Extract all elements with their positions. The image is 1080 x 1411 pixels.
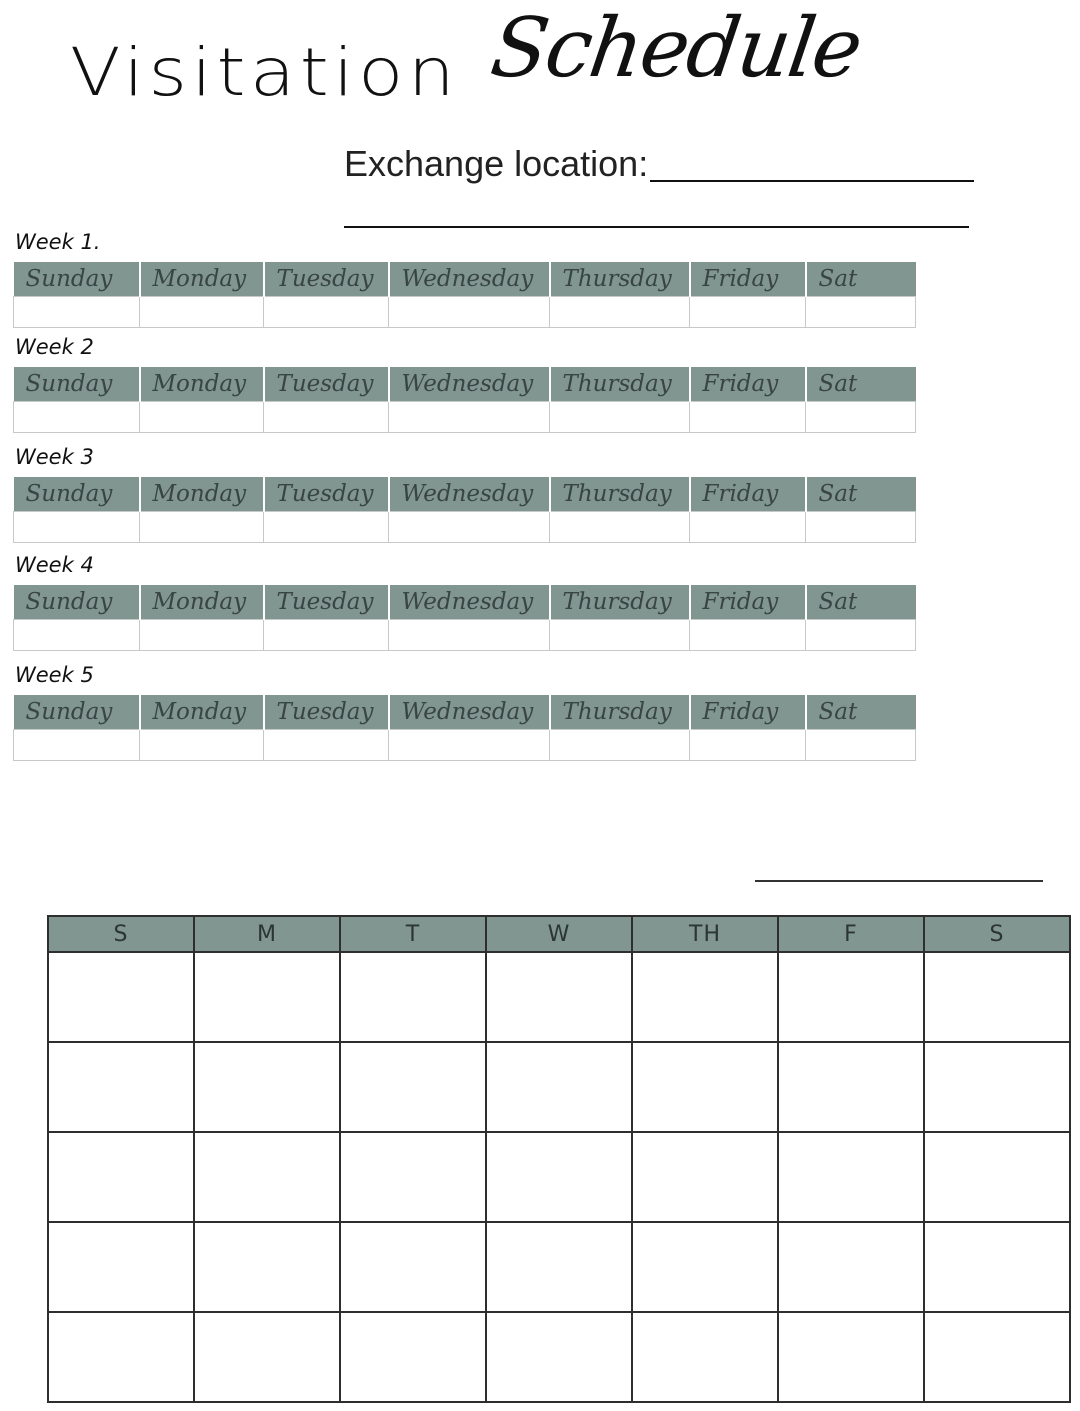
week-label: Week 3 xyxy=(15,445,94,469)
exchange-location-label: Exchange location: xyxy=(344,143,649,184)
month-calendar-grid xyxy=(47,915,1071,1403)
day-cell[interactable] xyxy=(806,297,916,328)
day-cell[interactable] xyxy=(14,512,140,543)
day-header: Wednesday xyxy=(389,585,550,620)
page-title-script: Schedule xyxy=(485,1,867,96)
calendar-day-header: F xyxy=(778,916,924,952)
calendar-cell[interactable] xyxy=(778,952,924,1042)
day-header: Tuesday xyxy=(264,477,389,512)
page-title: Visitation xyxy=(70,34,460,111)
calendar-cell[interactable] xyxy=(486,1132,632,1222)
calendar-cell[interactable] xyxy=(48,1222,194,1312)
day-cell[interactable] xyxy=(264,297,389,328)
calendar-cell[interactable] xyxy=(632,952,778,1042)
day-cell[interactable] xyxy=(14,730,140,761)
day-cell[interactable] xyxy=(806,620,916,651)
calendar-day-header: W xyxy=(486,916,632,952)
day-cell[interactable] xyxy=(690,297,806,328)
day-header: Sunday xyxy=(14,477,140,512)
exchange-location-blank xyxy=(650,176,974,182)
day-cell[interactable] xyxy=(264,620,389,651)
day-header: Sunday xyxy=(14,367,140,402)
day-header: Sat xyxy=(806,477,916,512)
day-header: Tuesday xyxy=(264,695,389,730)
day-header: Monday xyxy=(140,585,264,620)
day-header: Friday xyxy=(690,695,806,730)
week-label: Week 5 xyxy=(15,663,94,687)
calendar-cell[interactable] xyxy=(924,1222,1070,1312)
day-header: Thursday xyxy=(550,367,690,402)
day-header: Tuesday xyxy=(264,262,389,297)
calendar-day-header: TH xyxy=(632,916,778,952)
exchange-location-field xyxy=(344,138,974,182)
day-cell[interactable] xyxy=(140,512,264,543)
day-cell[interactable] xyxy=(389,297,550,328)
calendar-cell[interactable] xyxy=(924,1042,1070,1132)
day-cell[interactable] xyxy=(806,512,916,543)
calendar-cell[interactable] xyxy=(778,1222,924,1312)
day-header: Sat xyxy=(806,695,916,730)
calendar-cell[interactable] xyxy=(194,1222,340,1312)
calendar-cell[interactable] xyxy=(486,952,632,1042)
week-label: Week 1. xyxy=(15,230,101,254)
day-cell[interactable] xyxy=(806,402,916,433)
day-header: Wednesday xyxy=(389,695,550,730)
calendar-cell[interactable] xyxy=(340,1132,486,1222)
exchange-location-blank-second-line xyxy=(344,226,969,228)
day-cell[interactable] xyxy=(140,620,264,651)
calendar-cell[interactable] xyxy=(340,1312,486,1402)
day-header: Monday xyxy=(140,695,264,730)
calendar-cell[interactable] xyxy=(48,1132,194,1222)
day-cell[interactable] xyxy=(140,730,264,761)
week-label: Week 4 xyxy=(15,553,94,577)
calendar-cell[interactable] xyxy=(194,1312,340,1402)
day-header: Monday xyxy=(140,477,264,512)
day-header: Thursday xyxy=(550,477,690,512)
day-cell[interactable] xyxy=(14,620,140,651)
day-cell[interactable] xyxy=(264,730,389,761)
week-table xyxy=(13,367,916,433)
day-header: Wednesday xyxy=(389,367,550,402)
calendar-cell[interactable] xyxy=(778,1312,924,1402)
calendar-cell[interactable] xyxy=(48,952,194,1042)
calendar-cell[interactable] xyxy=(48,1042,194,1132)
day-cell[interactable] xyxy=(389,402,550,433)
day-header: Friday xyxy=(690,367,806,402)
week-table xyxy=(13,477,916,543)
day-header: Friday xyxy=(690,262,806,297)
day-cell[interactable] xyxy=(264,402,389,433)
day-cell[interactable] xyxy=(550,512,690,543)
calendar-cell[interactable] xyxy=(778,1132,924,1222)
day-header: Sunday xyxy=(14,585,140,620)
day-header: Sat xyxy=(806,367,916,402)
calendar-cell[interactable] xyxy=(486,1222,632,1312)
day-header: Monday xyxy=(140,367,264,402)
calendar-cell[interactable] xyxy=(632,1312,778,1402)
day-cell[interactable] xyxy=(550,620,690,651)
week-table xyxy=(13,585,916,651)
day-header: Thursday xyxy=(550,695,690,730)
day-header: Sat xyxy=(806,585,916,620)
calendar-day-header: S xyxy=(48,916,194,952)
calendar-cell[interactable] xyxy=(778,1042,924,1132)
day-header: Wednesday xyxy=(389,477,550,512)
week-label: Week 2 xyxy=(15,335,94,359)
calendar-cell[interactable] xyxy=(340,1222,486,1312)
month-name-blank xyxy=(755,880,1043,882)
day-header: Sat xyxy=(806,262,916,297)
calendar-cell[interactable] xyxy=(924,1132,1070,1222)
week-table xyxy=(13,262,916,328)
day-cell[interactable] xyxy=(690,512,806,543)
day-header: Wednesday xyxy=(389,262,550,297)
calendar-cell[interactable] xyxy=(194,1132,340,1222)
day-header: Sunday xyxy=(14,262,140,297)
day-cell[interactable] xyxy=(264,512,389,543)
calendar-cell[interactable] xyxy=(486,1042,632,1132)
calendar-cell[interactable] xyxy=(486,1312,632,1402)
day-header: Monday xyxy=(140,262,264,297)
day-cell[interactable] xyxy=(140,297,264,328)
calendar-cell[interactable] xyxy=(194,952,340,1042)
calendar-cell[interactable] xyxy=(632,1132,778,1222)
day-cell[interactable] xyxy=(389,730,550,761)
day-header: Tuesday xyxy=(264,585,389,620)
day-cell[interactable] xyxy=(140,402,264,433)
calendar-day-header: S xyxy=(924,916,1070,952)
calendar-cell[interactable] xyxy=(924,1312,1070,1402)
day-cell[interactable] xyxy=(690,730,806,761)
day-cell[interactable] xyxy=(550,402,690,433)
day-cell[interactable] xyxy=(690,402,806,433)
day-cell[interactable] xyxy=(389,512,550,543)
calendar-cell[interactable] xyxy=(48,1312,194,1402)
day-header: Friday xyxy=(690,477,806,512)
calendar-cell[interactable] xyxy=(632,1042,778,1132)
day-cell[interactable] xyxy=(690,620,806,651)
day-header: Thursday xyxy=(550,262,690,297)
calendar-cell[interactable] xyxy=(340,1042,486,1132)
calendar-cell[interactable] xyxy=(194,1042,340,1132)
day-header: Friday xyxy=(690,585,806,620)
day-cell[interactable] xyxy=(806,730,916,761)
calendar-day-header: T xyxy=(340,916,486,952)
day-header: Tuesday xyxy=(264,367,389,402)
day-cell[interactable] xyxy=(550,730,690,761)
day-header: Thursday xyxy=(550,585,690,620)
day-cell[interactable] xyxy=(550,297,690,328)
calendar-cell[interactable] xyxy=(924,952,1070,1042)
day-cell[interactable] xyxy=(14,297,140,328)
week-table xyxy=(13,695,916,761)
day-cell[interactable] xyxy=(14,402,140,433)
calendar-cell[interactable] xyxy=(632,1222,778,1312)
calendar-cell[interactable] xyxy=(340,952,486,1042)
calendar-day-header: M xyxy=(194,916,340,952)
day-header: Sunday xyxy=(14,695,140,730)
day-cell[interactable] xyxy=(389,620,550,651)
